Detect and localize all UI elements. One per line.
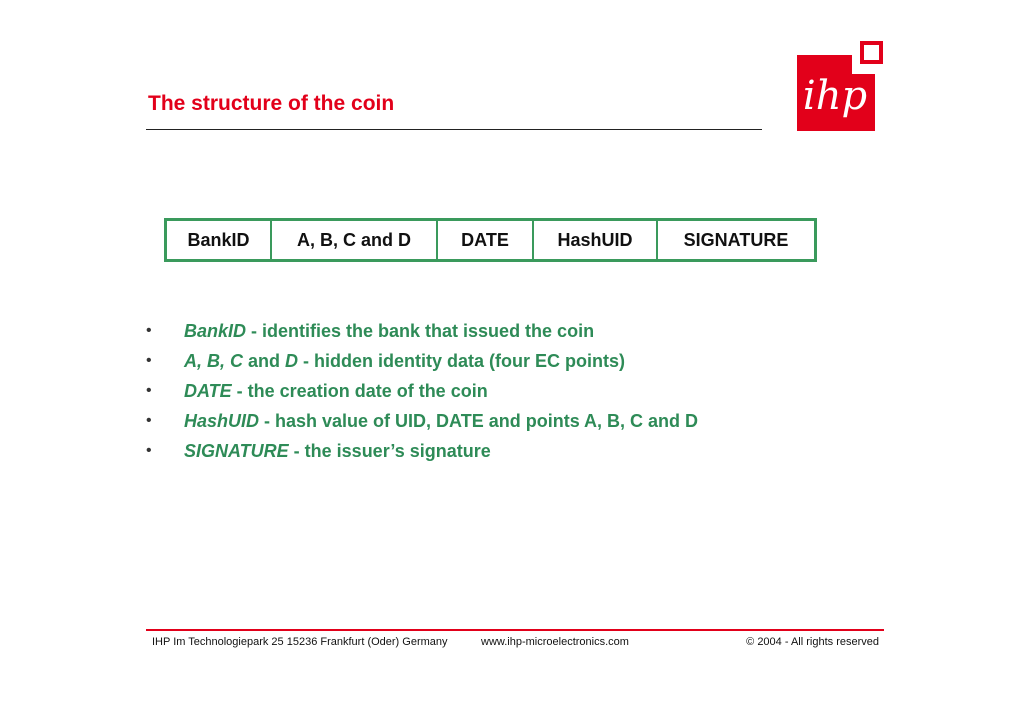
- field-term-secondary: D: [285, 351, 299, 371]
- field-term: DATE: [184, 381, 232, 401]
- field-description: - hidden identity data (four EC points): [298, 351, 626, 371]
- coin-structure-table: [164, 218, 817, 262]
- field-description: - the issuer’s signature: [288, 441, 491, 461]
- bullet-dot: •: [146, 442, 152, 459]
- field-term-connector: and: [243, 351, 286, 371]
- field-term: SIGNATURE: [184, 441, 289, 461]
- list-item: [146, 436, 698, 466]
- slide-title: The structure of the coin: [148, 92, 395, 115]
- coin-structure-row: [166, 220, 816, 261]
- field-description: - identifies the bank that issued the coin: [246, 321, 595, 341]
- field-term: BankID: [184, 321, 247, 341]
- field-term: A, B, C: [184, 351, 244, 371]
- logo-wordmark: ihp: [802, 73, 868, 119]
- coin-field-date: DATE: [437, 220, 533, 261]
- field-description: - hash value of UID, DATE and points A, B, C and D: [259, 411, 699, 431]
- bullet-dot: •: [146, 352, 152, 369]
- list-item: [146, 316, 698, 346]
- ihp-logo: [797, 41, 883, 131]
- field-description-list: [146, 316, 698, 466]
- footer-website[interactable]: www.ihp-microelectronics.com: [481, 636, 629, 648]
- list-item: [146, 376, 698, 406]
- title-underline: [146, 129, 762, 130]
- list-item: [146, 406, 698, 436]
- list-item: [146, 346, 698, 376]
- field-term: HashUID: [184, 411, 260, 431]
- coin-field-hashuid: HashUID: [533, 220, 657, 261]
- footer-divider: [146, 629, 884, 631]
- coin-field-signature: SIGNATURE: [657, 220, 816, 261]
- bullet-dot: •: [146, 382, 152, 399]
- coin-field-points: A, B, C and D: [271, 220, 437, 261]
- field-description: - the creation date of the coin: [231, 381, 488, 401]
- footer-copyright: © 2004 - All rights reserved: [746, 636, 879, 648]
- bullet-dot: •: [146, 322, 152, 339]
- coin-field-bankid: BankID: [187, 229, 250, 250]
- bullet-dot: •: [146, 412, 152, 429]
- logo-small-white-inner: [864, 45, 879, 60]
- footer-address: IHP Im Technologiepark 25 15236 Frankfurt (Oder) Germany: [152, 636, 448, 648]
